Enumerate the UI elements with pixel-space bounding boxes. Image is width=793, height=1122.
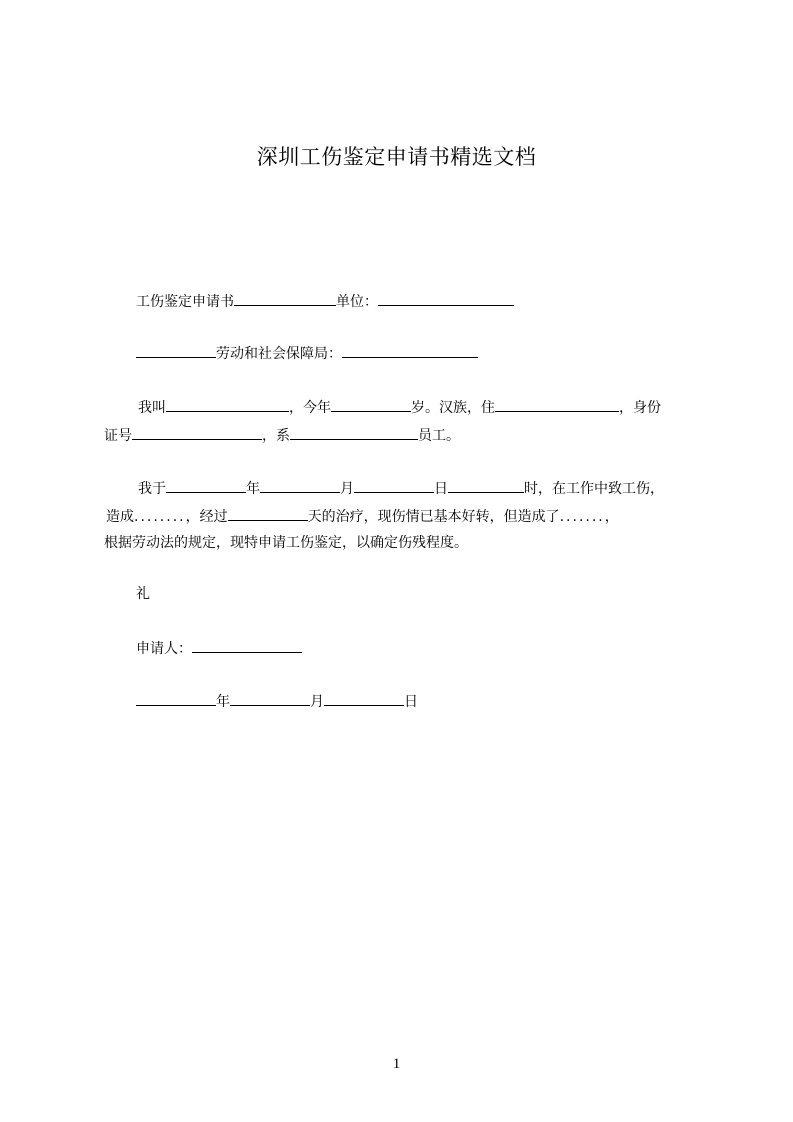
sign-year-label: 年 — [216, 694, 230, 710]
sign-day-blank — [324, 691, 404, 706]
comma-text: ， — [604, 509, 619, 525]
injury-info-line-1 — [138, 478, 664, 499]
dots-b: ....... — [559, 509, 605, 525]
age-label: ，今年 — [289, 400, 331, 416]
id-number-blank — [132, 425, 262, 440]
sign-day-label: 日 — [404, 694, 418, 710]
applicant-blank — [192, 638, 302, 653]
salutation — [136, 584, 150, 604]
sign-month-blank — [230, 691, 310, 706]
sign-year-blank — [136, 691, 216, 706]
on-date-text: 我于 — [138, 481, 166, 497]
injury-year-label: 年 — [246, 481, 260, 497]
page-title: 深圳工伤鉴定申请书精选文档 — [256, 145, 537, 169]
page-number: 1 — [392, 1056, 401, 1072]
id-prefix: ，身份 — [619, 400, 661, 416]
injury-hour-blank — [448, 478, 524, 493]
injury-month-label: 月 — [340, 481, 354, 497]
header-line — [136, 291, 514, 312]
addressee-line — [136, 343, 478, 364]
closing-statement: 根据劳动法的规定，现特申请工伤鉴定，以确定伤残程度。 — [104, 535, 468, 551]
applicant-line — [136, 638, 302, 659]
salutation-text: 礼 — [136, 586, 150, 602]
employer-label: ，系 — [262, 428, 290, 444]
intro-text: 我叫 — [138, 400, 166, 416]
age-unit: 岁。汉族，住 — [411, 400, 495, 416]
injury-month-blank — [260, 478, 340, 493]
date-line — [136, 691, 418, 712]
doc-type-text: 工伤鉴定申请书 — [136, 294, 234, 310]
employer-blank — [290, 425, 418, 440]
injury-info-line-2 — [106, 506, 619, 527]
employee-suffix: 员工。 — [418, 428, 460, 444]
unit-blank — [378, 291, 514, 306]
unit-prefix-blank — [234, 291, 336, 306]
injury-info-line-3 — [104, 533, 468, 553]
personal-info-line-2 — [104, 425, 460, 446]
injury-day-blank — [354, 478, 434, 493]
hour-and-event-text: 时，在工作中致工伤， — [524, 481, 664, 497]
city-blank — [136, 343, 216, 358]
age-blank — [331, 397, 411, 412]
injury-year-blank — [166, 478, 246, 493]
after-label: ，经过 — [185, 509, 228, 525]
id-label: 证号 — [104, 428, 132, 444]
treatment-days-blank — [228, 506, 308, 521]
address-blank — [495, 397, 619, 412]
treatment-text: 天的治疗，现伤情已基本好转，但造成了 — [307, 509, 560, 525]
sign-month-label: 月 — [310, 694, 324, 710]
dots-a: ........ — [134, 509, 186, 525]
applicant-label: 申请人： — [136, 641, 192, 657]
unit-label: 单位： — [336, 294, 378, 310]
personal-info-line-1 — [138, 397, 661, 418]
bureau-label: 劳动和社会保障局： — [216, 346, 342, 362]
injury-day-label: 日 — [434, 481, 448, 497]
caused-text: 造成 — [106, 509, 134, 525]
name-blank — [166, 397, 289, 412]
bureau-name-blank — [342, 343, 478, 358]
